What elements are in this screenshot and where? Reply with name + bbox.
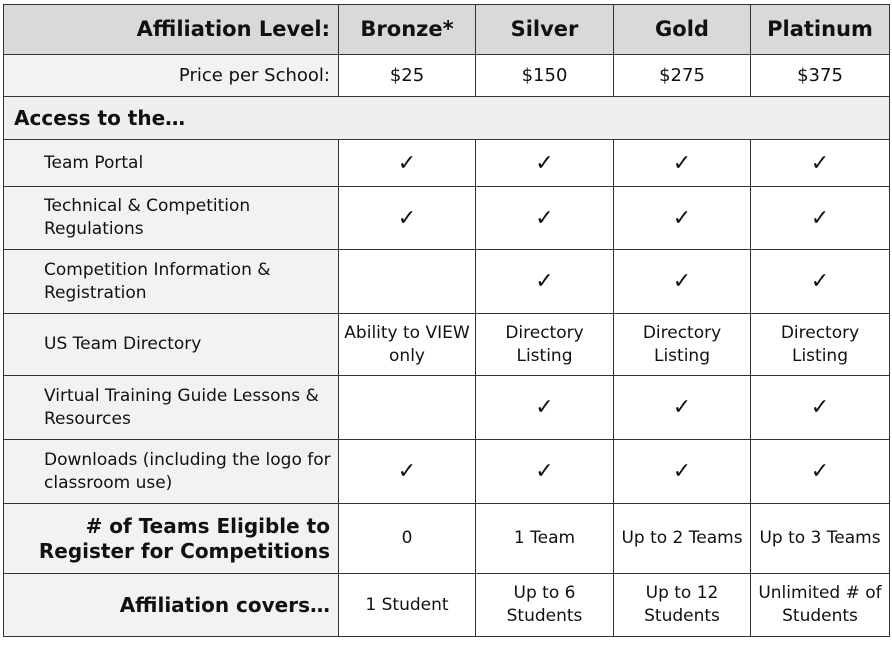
feature-row (4, 440, 890, 504)
level-gold: Gold (614, 5, 751, 55)
feature-value: Directory Listing (614, 314, 751, 376)
feature-row (4, 314, 890, 376)
covers-platinum: Unlimited # of Students (751, 574, 890, 637)
teams-bronze: 0 (339, 504, 476, 574)
teams-gold: Up to 2 Teams (614, 504, 751, 574)
covers-gold: Up to 12 Students (614, 574, 751, 637)
check-icon: ✓ (476, 376, 614, 440)
check-icon: ✓ (339, 140, 476, 187)
section-row (4, 97, 890, 140)
covers-label: Affiliation covers… (4, 574, 339, 637)
check-icon: ✓ (614, 440, 751, 504)
check-icon: ✓ (751, 187, 890, 250)
check-icon: ✓ (476, 250, 614, 314)
check-icon: ✓ (476, 440, 614, 504)
feature-label: Virtual Training Guide Lessons & Resources (4, 376, 339, 440)
price-row (4, 55, 890, 97)
teams-silver: 1 Team (476, 504, 614, 574)
check-icon: ✓ (751, 250, 890, 314)
level-platinum: Platinum (751, 5, 890, 55)
section-title: Access to the… (4, 97, 890, 140)
empty-cell (339, 376, 476, 440)
feature-label: US Team Directory (4, 314, 339, 376)
price-gold: $275 (614, 55, 751, 97)
covers-bronze: 1 Student (339, 574, 476, 637)
header-row (4, 5, 890, 55)
price-bronze: $25 (339, 55, 476, 97)
price-label: Price per School: (4, 55, 339, 97)
feature-label: Downloads (including the logo for classroom use) (4, 440, 339, 504)
price-platinum: $375 (751, 55, 890, 97)
check-icon: ✓ (614, 376, 751, 440)
check-icon: ✓ (614, 140, 751, 187)
check-icon: ✓ (476, 187, 614, 250)
level-bronze: Bronze* (339, 5, 476, 55)
feature-row (4, 250, 890, 314)
feature-label: Team Portal (4, 140, 339, 187)
check-icon: ✓ (339, 187, 476, 250)
feature-row (4, 140, 890, 187)
level-silver: Silver (476, 5, 614, 55)
feature-label: Technical & Competition Regulations (4, 187, 339, 250)
affiliation-table (3, 4, 890, 637)
feature-value: Ability to VIEW only (339, 314, 476, 376)
price-silver: $150 (476, 55, 614, 97)
covers-silver: Up to 6 Students (476, 574, 614, 637)
teams-platinum: Up to 3 Teams (751, 504, 890, 574)
check-icon: ✓ (476, 140, 614, 187)
check-icon: ✓ (751, 376, 890, 440)
check-icon: ✓ (614, 250, 751, 314)
check-icon: ✓ (751, 440, 890, 504)
feature-value: Directory Listing (751, 314, 890, 376)
feature-row (4, 376, 890, 440)
affiliation-level-label: Affiliation Level: (4, 5, 339, 55)
feature-value: Directory Listing (476, 314, 614, 376)
covers-row (4, 574, 890, 637)
check-icon: ✓ (339, 440, 476, 504)
teams-row (4, 504, 890, 574)
feature-row (4, 187, 890, 250)
check-icon: ✓ (751, 140, 890, 187)
teams-label: # of Teams Eligible to Register for Competitions (4, 504, 339, 574)
check-icon: ✓ (614, 187, 751, 250)
empty-cell (339, 250, 476, 314)
feature-label: Competition Information & Registration (4, 250, 339, 314)
